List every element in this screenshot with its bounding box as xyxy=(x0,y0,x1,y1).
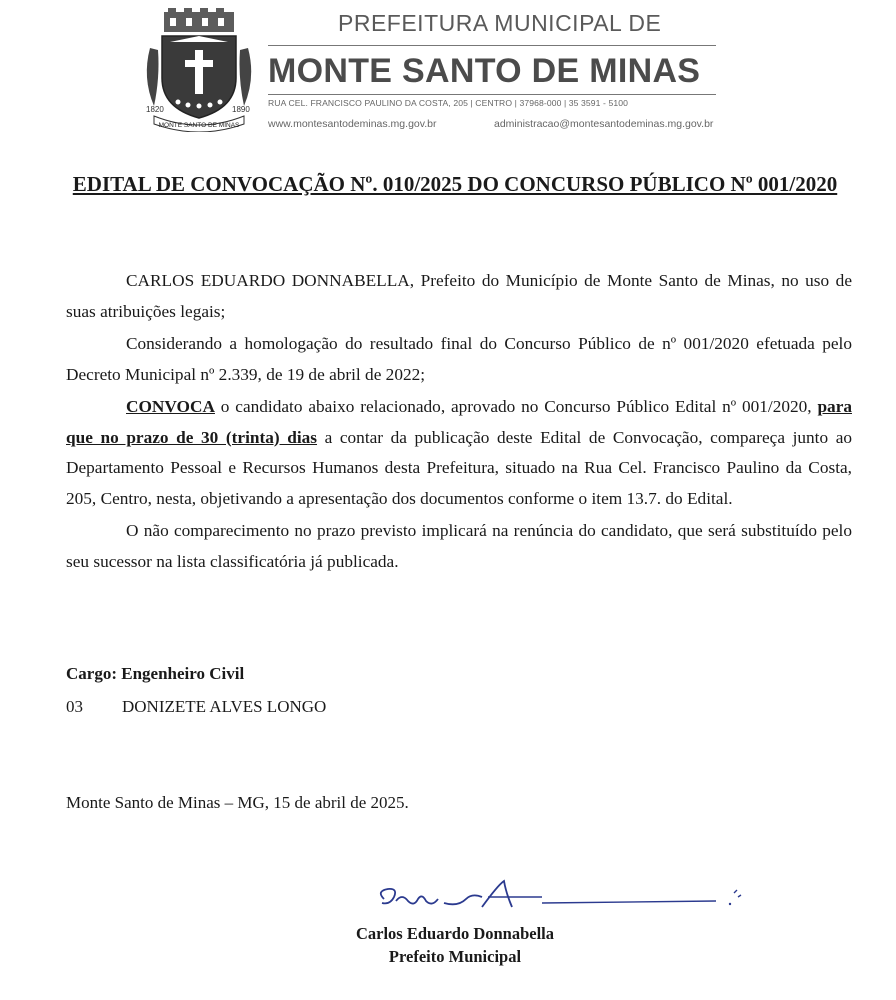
signature-icon xyxy=(372,877,762,917)
paragraph-convoca xyxy=(66,392,852,514)
document-body xyxy=(66,266,852,577)
crest-year-right: 1890 xyxy=(232,105,250,114)
paragraph-considering: Considerando a homologação do resultado final do Concurso Público de nº 001/2020 efetuada pelo Decreto Municipal nº 2.339, de 19 de abril de 2022; xyxy=(66,334,852,384)
crest-banner-text: MONTE SANTO DE MINAS xyxy=(158,122,240,129)
letterhead-title-line2: MONTE SANTO DE MINAS xyxy=(268,52,701,90)
letterhead-divider xyxy=(268,45,716,46)
candidate-row xyxy=(66,697,326,717)
coat-of-arms-icon xyxy=(140,8,258,132)
letterhead-email: administracao@montesantodeminas.mg.gov.br xyxy=(494,118,714,130)
deadline-emphasis: para que no prazo de 30 (trinta) dias xyxy=(66,397,852,447)
convoca-text-b: a contar da publicação deste Edital de Convocação, compareça junto ao Departamento Pessoal e Recursos Humanos desta Prefeitura, situado na Rua Cel. Francisco Paulino da Costa, 205, Centro, nesta, objetivando a apresentação dos documentos conforme o item 13.7. do Edital. xyxy=(66,427,853,508)
letterhead-title-line1: PREFEITURA MUNICIPAL DE xyxy=(338,10,662,36)
paragraph-preamble: CARLOS EDUARDO DONNABELLA, Prefeito do Município de Monte Santo de Minas, no uso de suas atribuições legais; xyxy=(66,271,852,321)
paragraph-non-attendance: O não comparecimento no prazo previsto implicará na renúncia do candidato, que será substituído pelo seu sucessor na lista classificatória já publicada. xyxy=(66,521,852,571)
signer-role: Prefeito Municipal xyxy=(388,947,522,966)
convoca-keyword: CONVOCA xyxy=(126,397,215,416)
document-title-text: EDITAL DE CONVOCAÇÃO Nº. 010/2025 DO CONCURSO PÚBLICO Nº 001/2020 xyxy=(72,172,838,196)
place-and-date: Monte Santo de Minas – MG, 15 de abril de 2025. xyxy=(66,793,409,812)
document-title xyxy=(60,165,850,203)
letterhead-divider-2 xyxy=(268,94,716,95)
letterhead-address: RUA CEL. FRANCISCO PAULINO DA COSTA, 205 | CENTRO | 37968-000 | 35 3591 - 5100 xyxy=(268,98,628,108)
crest-year-left: 1820 xyxy=(146,105,164,114)
candidate-number: 03 xyxy=(66,697,83,716)
convoca-text-a: o candidato abaixo relacionado, aprovado no Concurso Público Edital nº 001/2020, xyxy=(214,397,818,416)
letterhead xyxy=(0,0,896,140)
candidate-name: DONIZETE ALVES LONGO xyxy=(122,697,327,716)
signer-name: Carlos Eduardo Donnabella xyxy=(355,924,555,943)
letterhead-website: www.montesantodeminas.mg.gov.br xyxy=(268,118,437,130)
signature-block xyxy=(250,922,660,968)
cargo-heading: Cargo: Engenheiro Civil xyxy=(66,664,245,683)
